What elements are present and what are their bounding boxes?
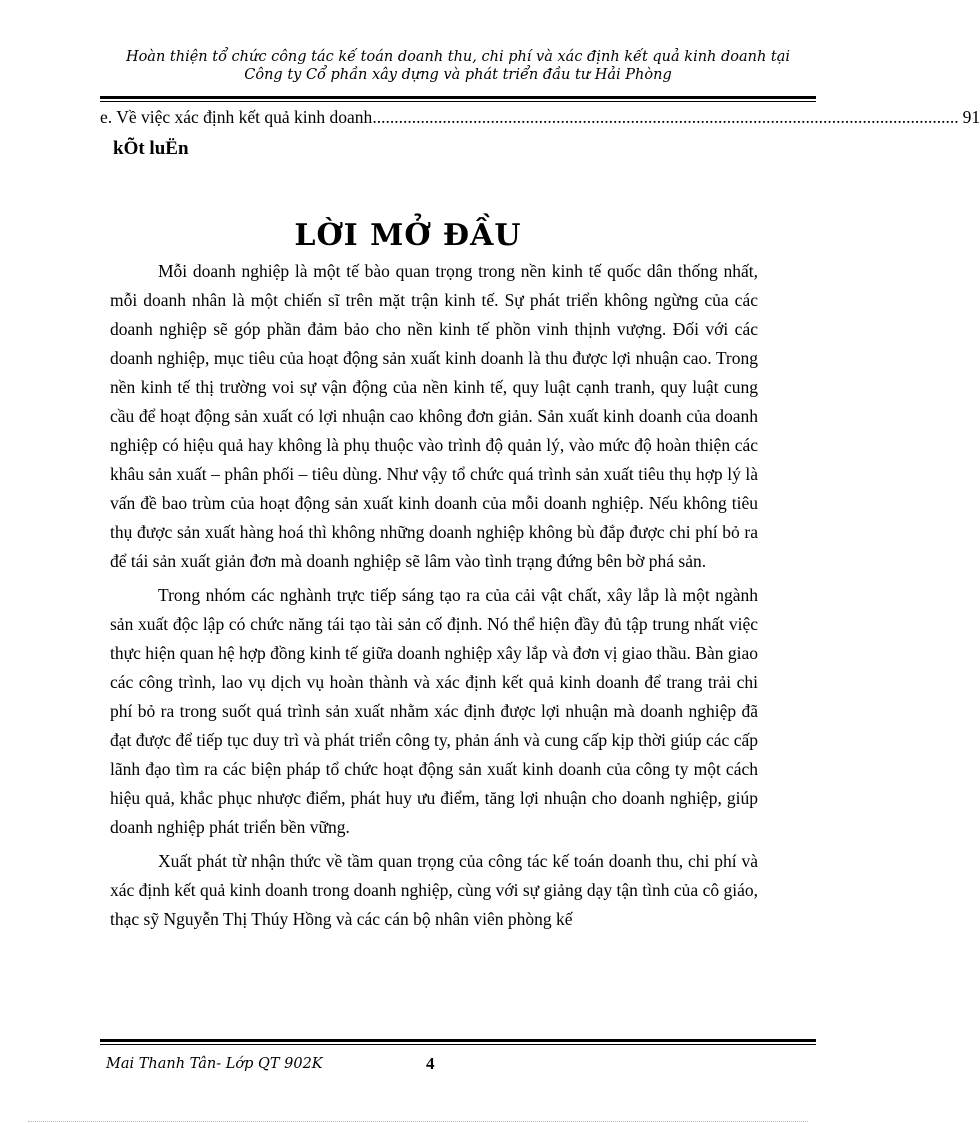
body-text (110, 257, 758, 939)
toc-entry (100, 106, 980, 128)
paragraph-3: Xuất phát từ nhận thức về tầm quan trọng của công tác kế toán doanh thu, chi phí và xác định kết quả kinh doanh trong doanh nghiệp, cùng với sự giảng dạy tận tình của cô giáo, thạc sỹ Nguyễn Thị Thúy Hồng và các cán bộ nhân viên phòng kế (110, 851, 758, 929)
paragraph-1: Mỗi doanh nghiệp là một tế bào quan trọng trong nền kinh tế quốc dân thống nhất, mỗi doanh nhân là một chiến sĩ trên mặt trận kinh tế. Sự phát triển không ngừng của các doanh nghiệp sẽ góp phần đảm bảo cho nền kinh tế phồn vinh thịnh vượng. Đối với các doanh nghiệp, mục tiêu của hoạt động sản xuất kinh doanh là thu được lợi nhuận cao. Trong nền kinh tế thị trường voi sự vận động của nền kinh tế, quy luật cạnh tranh, quy luật cung cầu để hoạt động sản xuất có lợi nhuận cao không đơn giản. Sản xuất kinh doanh của doanh nghiệp có hiệu quả hay không là phụ thuộc vào trình độ quản lý, vào mức độ hoàn thiện các khâu sản xuất – phân phối – tiêu dùng. Như vậy tổ chức quá trình sản xuất tiêu thụ hợp lý là vấn đề bao trùm của hoạt động sản xuất kinh doanh của mỗi doanh nghiệp. Nếu không tiêu thụ được sản xuất hàng hoá thì không những doanh nghiệp không bù đắp được chi phí bỏ ra để tái sản xuất giản đơn mà doanh nghiệp sẽ lâm vào tình trạng đứng bên bờ phá sản. (110, 261, 758, 571)
toc-heading-conclusion: kÕt luËn (113, 138, 189, 159)
footer-rule (100, 1039, 816, 1042)
running-header (100, 48, 816, 84)
footer-rule-thin (100, 1044, 816, 1045)
header-line-1: Hoàn thiện tổ chức công tác kế toán doanh thu, chi phí và xác định kết quả kinh doanh tại (125, 49, 791, 65)
toc-entry-page: 91 (962, 107, 980, 127)
header-line-2: Công ty Cổ phần xây dựng và phát triển đầu tư Hải Phòng (244, 67, 672, 83)
header-rule-thin (100, 101, 816, 102)
toc-entry-leader: ...................................................................................................................................... (372, 107, 959, 127)
footer-author: Mai Thanh Tân- Lớp QT 902K (106, 1056, 323, 1072)
header-rule (100, 96, 816, 99)
page-number: 4 (426, 1054, 435, 1073)
page-title: LỜI MỞ ĐẦU (294, 218, 522, 253)
toc-entry-text: e. Về việc xác định kết quả kinh doanh (100, 107, 373, 127)
page-bottom-border (28, 1121, 808, 1122)
paragraph-2: Trong nhóm các nghành trực tiếp sáng tạo ra của cải vật chất, xây lắp là một ngành sản xuất độc lập có chức năng tái tạo tài sản cố định. Nó thể hiện đầy đủ tập trung nhất việc thực hiện quan hệ hợp đồng kinh tế giữa doanh nghiệp xây lắp và đơn vị giao thầu. Bàn giao các công trình, lao vụ dịch vụ hoàn thành và xác định kết quả kinh doanh để trang trải chi phí bỏ ra trong suốt quá trình sản xuất nhằm xác định được lợi nhuận mà doanh nghiệp đã đạt được để tiếp tục duy trì và phát triển công ty, phản ánh và cung cấp kịp thời giúp các cấp lãnh đạo tìm ra các biện pháp tổ chức hoạt động sản xuất kinh doanh của công ty một cách hiệu quả, khắc phục nhược điểm, phát huy ưu điểm, tăng lợi nhuận cho doanh nghiệp, giúp doanh nghiệp phát triển bền vững. (110, 585, 758, 837)
